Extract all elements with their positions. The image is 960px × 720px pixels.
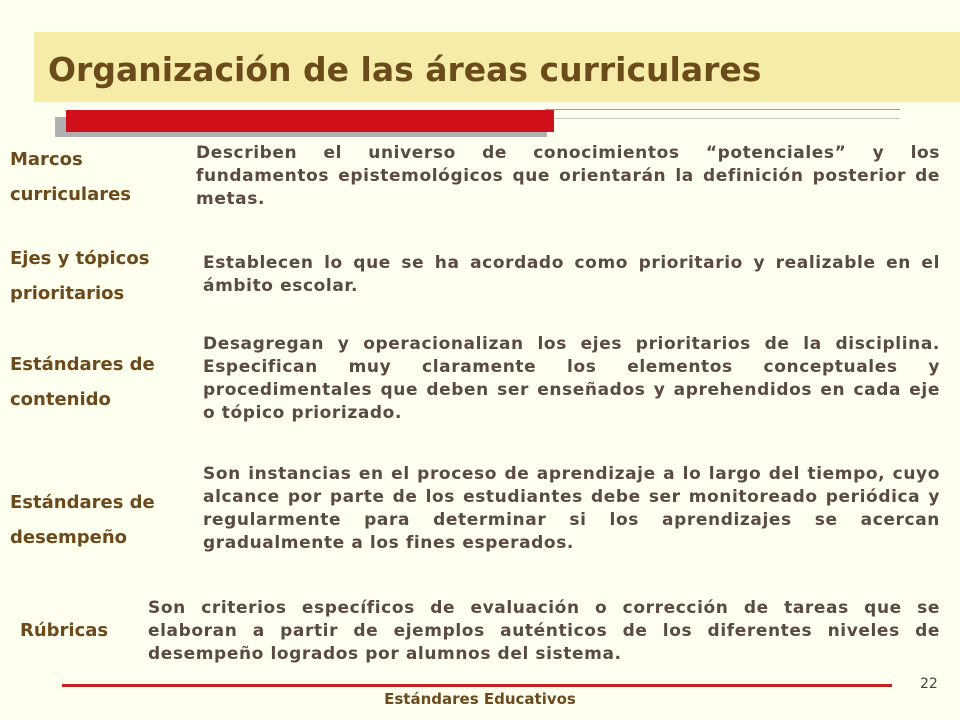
slide-title: Organización de las áreas curriculares [48,50,762,89]
desc-estandares-contenido: Desagregan y operacionalizan los ejes prioritarios de la disciplina. Especifican muy claramente los elementos conceptuales y procedimentales que deben ser enseñados y aprehendidos en cada eje o tópico priorizado. [203,334,940,423]
term-line: Ejes y tópicos [10,248,150,269]
desc-marcos-curriculares: Describen el universo de conocimientos “potenciales” y los fundamentos epistemológicos que orientarán la definición posterior de metas. [196,143,940,209]
page-number: 22 [920,676,938,692]
footer-rule [62,684,892,687]
term-line: desempeño [10,527,128,548]
term-line: Marcos [10,149,83,170]
term-marcos-curriculares [10,142,131,212]
term-line: prioritarios [10,283,125,304]
desc-estandares-desempeno: Son instancias en el proceso de aprendizaje a lo largo del tiempo, cuyo alcance por parte de los estudiantes debe ser monitoreado periódica y regularmente para determinar si los aprendizajes se acercan gradualmente a los fines esperados. [203,464,940,553]
term-line: Estándares de [10,354,155,375]
term-line: Estándares de [10,492,155,513]
title-rule-secondary [555,118,900,119]
desc-rubricas: Son criterios específicos de evaluación o corrección de tareas que se elaboran a partir de ejemplos auténticos de los diferentes niveles de desempeño logrados por alumnos del sistema. [148,598,940,664]
term-line: contenido [10,389,111,410]
footer-label: Estándares Educativos [384,690,576,708]
term-estandares-desempeno [10,485,155,555]
accent-bar [66,110,554,132]
term-ejes-topicos [10,241,149,311]
term-estandares-contenido [10,347,155,417]
desc-ejes-topicos: Establecen lo que se ha acordado como prioritario y realizable en el ámbito escolar. [203,253,940,296]
term-rubricas [20,613,108,648]
term-line: Rúbricas [20,620,109,641]
term-line: curriculares [10,184,132,205]
title-rule [545,109,900,110]
